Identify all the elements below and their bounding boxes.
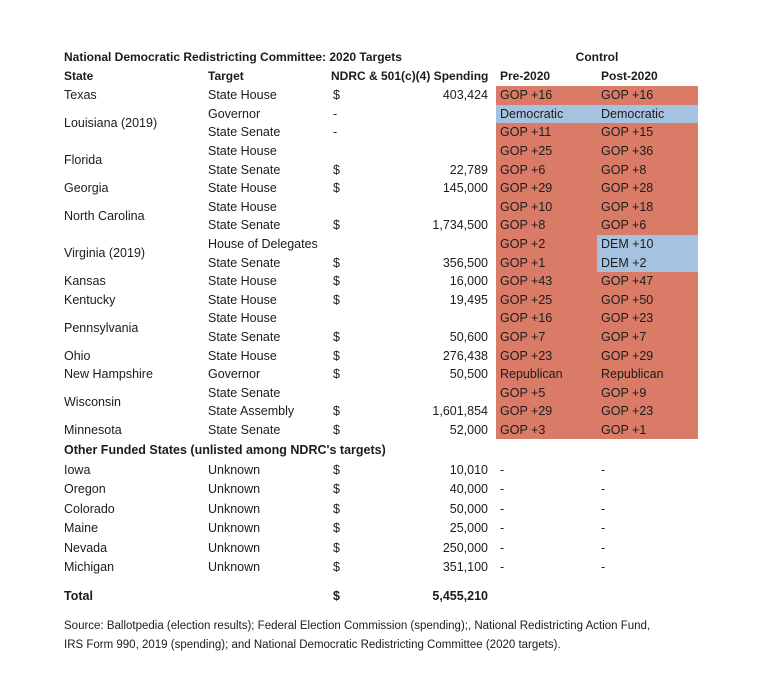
dollar-cell: $ bbox=[333, 218, 340, 233]
post-2020-cell: - bbox=[601, 482, 606, 497]
state-cell: Kentucky bbox=[64, 292, 116, 307]
target-cell: Unknown bbox=[208, 462, 261, 477]
total-amount-cell: 5,455,210 bbox=[432, 589, 488, 604]
pre-2020-cell: GOP +10 bbox=[496, 198, 597, 217]
target-cell: State House bbox=[208, 274, 277, 289]
amount-cell bbox=[356, 235, 488, 254]
post-2020-cell: GOP +47 bbox=[597, 272, 698, 291]
amount-cell: 403,424 bbox=[442, 88, 488, 103]
target-cell: Unknown bbox=[208, 540, 261, 555]
dollar-cell: $ bbox=[333, 181, 340, 196]
dollar-cell: $ bbox=[333, 88, 340, 103]
state-cell: Oregon bbox=[64, 482, 106, 497]
post-2020-cell: GOP +29 bbox=[597, 346, 698, 365]
target-cell: Governor bbox=[208, 367, 261, 382]
amount-cell bbox=[356, 198, 488, 217]
post-2020-cell: DEM +10 bbox=[597, 235, 698, 254]
post-2020-cell: GOP +16 bbox=[597, 86, 698, 105]
col-header-spending: NDRC & 501(c)(4) Spending bbox=[331, 69, 489, 83]
col-header-post-2020: Post-2020 bbox=[601, 69, 658, 83]
state-cell: Florida bbox=[64, 153, 103, 168]
dollar-cell: $ bbox=[333, 404, 340, 419]
pre-2020-cell: GOP +2 bbox=[496, 235, 597, 254]
post-2020-cell: GOP +28 bbox=[597, 179, 698, 198]
amount-cell: 25,000 bbox=[449, 521, 488, 536]
control-header: Control bbox=[575, 50, 619, 64]
dollar-cell: - bbox=[333, 125, 338, 140]
amount-cell: 356,500 bbox=[442, 255, 488, 270]
dollar-cell: $ bbox=[333, 540, 340, 555]
col-header-pre-2020: Pre-2020 bbox=[500, 69, 551, 83]
col-header-state: State bbox=[64, 69, 94, 83]
post-2020-cell: DEM +2 bbox=[597, 253, 698, 272]
dollar-cell: $ bbox=[333, 255, 340, 270]
post-2020-cell: Democratic bbox=[597, 105, 698, 124]
dollar-cell bbox=[333, 142, 356, 161]
post-2020-cell: GOP +6 bbox=[597, 216, 698, 235]
pre-2020-cell: GOP +6 bbox=[496, 160, 597, 179]
target-cell: Governor bbox=[208, 106, 261, 121]
state-cell: Maine bbox=[64, 521, 99, 536]
pre-2020-cell: GOP +8 bbox=[496, 216, 597, 235]
state-cell: Minnesota bbox=[64, 422, 122, 437]
target-cell: State Senate bbox=[208, 422, 281, 437]
pre-2020-cell: GOP +25 bbox=[496, 142, 597, 161]
amount-cell bbox=[356, 384, 488, 403]
dollar-cell: $ bbox=[333, 521, 340, 536]
dollar-cell: $ bbox=[333, 292, 340, 307]
pre-2020-cell: - bbox=[500, 462, 505, 477]
target-cell: House of Delegates bbox=[208, 237, 318, 252]
page-title: National Democratic Redistricting Committee: 2020 Targets bbox=[64, 50, 402, 64]
source-line: Source: Ballotpedia (election results); Federal Election Commission (spending);, National Redistricting Action Fund, bbox=[64, 620, 651, 632]
targets-table bbox=[64, 86, 698, 606]
total-label-cell: Total bbox=[64, 589, 93, 604]
dollar-cell: $ bbox=[333, 330, 340, 345]
target-cell: State Senate bbox=[208, 125, 281, 140]
amount-cell bbox=[356, 105, 488, 124]
dollar-cell bbox=[333, 235, 356, 254]
post-2020-cell: - bbox=[601, 521, 606, 536]
dollar-cell: $ bbox=[333, 348, 340, 363]
dollar-cell: $ bbox=[333, 274, 340, 289]
amount-cell: 16,000 bbox=[449, 274, 488, 289]
post-2020-cell: - bbox=[601, 559, 606, 574]
pre-2020-cell: GOP +5 bbox=[496, 384, 597, 403]
state-cell: Iowa bbox=[64, 462, 91, 477]
post-2020-cell: GOP +9 bbox=[597, 384, 698, 403]
pre-2020-cell: GOP +11 bbox=[496, 123, 597, 142]
pre-2020-cell: GOP +29 bbox=[496, 402, 597, 421]
pre-2020-cell: Republican bbox=[496, 365, 597, 384]
target-cell: State Senate bbox=[208, 385, 281, 400]
amount-cell: 351,100 bbox=[442, 559, 488, 574]
dollar-cell bbox=[333, 309, 356, 328]
target-cell: Unknown bbox=[208, 501, 261, 516]
pre-2020-cell: - bbox=[500, 501, 505, 516]
pre-2020-cell: - bbox=[500, 559, 505, 574]
target-cell: State House bbox=[208, 144, 277, 159]
target-cell: State House bbox=[208, 311, 277, 326]
post-2020-cell: Republican bbox=[597, 365, 698, 384]
total-dollar-cell: $ bbox=[333, 589, 340, 604]
state-cell: Louisiana (2019) bbox=[64, 116, 158, 131]
target-cell: State Senate bbox=[208, 162, 281, 177]
dollar-cell: $ bbox=[333, 482, 340, 497]
pre-2020-cell: GOP +3 bbox=[496, 421, 597, 440]
target-cell: State House bbox=[208, 88, 277, 103]
state-cell: Colorado bbox=[64, 501, 115, 516]
state-cell: Ohio bbox=[64, 348, 91, 363]
target-cell: Unknown bbox=[208, 521, 261, 536]
dollar-cell: $ bbox=[333, 162, 340, 177]
pre-2020-cell: - bbox=[500, 482, 505, 497]
col-header-target: Target bbox=[208, 69, 244, 83]
amount-cell: 276,438 bbox=[442, 348, 488, 363]
amount-cell: 40,000 bbox=[449, 482, 488, 497]
pre-2020-cell: GOP +16 bbox=[496, 86, 597, 105]
pre-2020-cell: GOP +16 bbox=[496, 309, 597, 328]
amount-cell bbox=[356, 142, 488, 161]
amount-cell: 22,789 bbox=[449, 162, 488, 177]
pre-2020-cell: GOP +7 bbox=[496, 328, 597, 347]
state-cell: Kansas bbox=[64, 274, 106, 289]
amount-cell: 50,500 bbox=[449, 367, 488, 382]
state-cell: North Carolina bbox=[64, 209, 145, 224]
source-line: IRS Form 990, 2019 (spending); and National Democratic Redistricting Committee (2020 targets). bbox=[64, 639, 561, 651]
target-cell: Unknown bbox=[208, 482, 261, 497]
target-cell: State Senate bbox=[208, 218, 281, 233]
post-2020-cell: - bbox=[601, 540, 606, 555]
amount-cell: 1,734,500 bbox=[432, 218, 488, 233]
source-note bbox=[64, 617, 724, 655]
pre-2020-cell: - bbox=[500, 521, 505, 536]
pre-2020-cell: GOP +29 bbox=[496, 179, 597, 198]
target-cell: State Assembly bbox=[208, 404, 295, 419]
state-cell: Pennsylvania bbox=[64, 320, 139, 335]
target-cell: State Senate bbox=[208, 255, 281, 270]
target-cell: State House bbox=[208, 292, 277, 307]
pre-2020-cell: GOP +25 bbox=[496, 291, 597, 310]
post-2020-cell: GOP +15 bbox=[597, 123, 698, 142]
amount-cell: 250,000 bbox=[442, 540, 488, 555]
post-2020-cell: GOP +1 bbox=[597, 421, 698, 440]
amount-cell: 145,000 bbox=[442, 181, 488, 196]
post-2020-cell: - bbox=[601, 462, 606, 477]
pre-2020-cell: GOP +1 bbox=[496, 253, 597, 272]
state-cell: Georgia bbox=[64, 181, 109, 196]
target-cell: State House bbox=[208, 181, 277, 196]
dollar-cell: $ bbox=[333, 501, 340, 516]
state-cell: Texas bbox=[64, 88, 97, 103]
target-cell: State House bbox=[208, 348, 277, 363]
post-2020-cell: GOP +36 bbox=[597, 142, 698, 161]
state-cell: Nevada bbox=[64, 540, 108, 555]
state-cell: Virginia (2019) bbox=[64, 246, 146, 261]
post-2020-cell: GOP +8 bbox=[597, 160, 698, 179]
dollar-cell: $ bbox=[333, 422, 340, 437]
post-2020-cell: GOP +18 bbox=[597, 198, 698, 217]
dollar-cell: - bbox=[333, 106, 338, 121]
dollar-cell: $ bbox=[333, 462, 340, 477]
post-2020-cell: - bbox=[601, 501, 606, 516]
post-2020-cell: GOP +23 bbox=[597, 309, 698, 328]
post-2020-cell: GOP +7 bbox=[597, 328, 698, 347]
target-cell: Unknown bbox=[208, 559, 261, 574]
dollar-cell: $ bbox=[333, 559, 340, 574]
amount-cell bbox=[356, 123, 488, 142]
dollar-cell bbox=[333, 198, 356, 217]
amount-cell: 50,600 bbox=[449, 330, 488, 345]
dollar-cell bbox=[333, 384, 356, 403]
amount-cell: 1,601,854 bbox=[432, 404, 488, 419]
amount-cell bbox=[356, 309, 488, 328]
amount-cell: 52,000 bbox=[449, 422, 488, 437]
post-2020-cell: GOP +23 bbox=[597, 402, 698, 421]
target-cell: State House bbox=[208, 199, 277, 214]
post-2020-cell: GOP +50 bbox=[597, 291, 698, 310]
amount-cell: 19,495 bbox=[449, 292, 488, 307]
pre-2020-cell: GOP +43 bbox=[496, 272, 597, 291]
pre-2020-cell: GOP +23 bbox=[496, 346, 597, 365]
state-cell: New Hampshire bbox=[64, 367, 153, 382]
state-cell: Michigan bbox=[64, 559, 115, 574]
dollar-cell: $ bbox=[333, 367, 340, 382]
pre-2020-cell: - bbox=[500, 540, 505, 555]
section-header-other-funded: Other Funded States (unlisted among NDRC's targets) bbox=[64, 442, 386, 457]
amount-cell: 50,000 bbox=[449, 501, 488, 516]
target-cell: State Senate bbox=[208, 330, 281, 345]
state-cell: Wisconsin bbox=[64, 395, 121, 410]
pre-2020-cell: Democratic bbox=[496, 105, 597, 124]
amount-cell: 10,010 bbox=[449, 462, 488, 477]
